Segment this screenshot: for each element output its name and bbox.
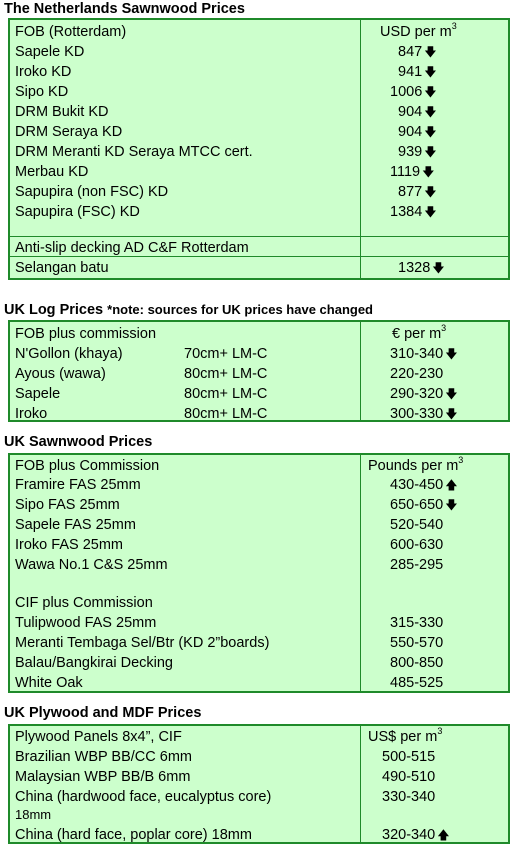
uk-log-price-table: [8, 320, 510, 422]
table-row: [10, 673, 508, 693]
wood-name: White Oak: [15, 675, 83, 691]
uk-log-note: *note: sources for UK prices have changed: [107, 302, 373, 317]
wood-name: Sapele KD: [15, 44, 85, 60]
up-arrow-icon: 🡅: [445, 478, 458, 492]
price-value: 939 🡇: [398, 144, 437, 160]
wood-name: China (hard face, poplar core) 18mm: [15, 827, 252, 843]
price-value: 330-340: [382, 789, 436, 805]
down-arrow-icon: 🡇: [424, 205, 437, 219]
table-row: [10, 404, 508, 424]
netherlands-header-label: FOB (Rotterdam): [15, 24, 127, 40]
wood-name: Sapupira (non FSC) KD: [15, 184, 169, 200]
table-row: [10, 142, 508, 162]
wood-name: Ayous (wawa): [15, 366, 106, 382]
table-row: [10, 787, 508, 822]
price-value: 315-330: [390, 615, 444, 631]
price-value: 904 🡇: [398, 124, 437, 140]
wood-name: Sapele: [15, 386, 61, 402]
price-value: 290-320 🡇: [390, 386, 458, 402]
down-arrow-icon: 🡇: [445, 498, 458, 512]
netherlands-subheader: [10, 238, 508, 258]
table-row: [10, 475, 508, 495]
netherlands-header-row: [10, 22, 508, 42]
uk-sawn-header-label: FOB plus Commission: [15, 458, 160, 474]
wood-name: Tulipwood FAS 25mm: [15, 615, 157, 631]
price-value: 1006 🡇: [390, 84, 437, 100]
price-value: 490-510: [382, 769, 436, 785]
wood-name: Wawa No.1 C&S 25mm: [15, 557, 168, 573]
wood-name: Balau/Bangkirai Decking: [15, 655, 173, 671]
price-value: 550-570: [390, 635, 444, 651]
wood-name: Selangan batu: [15, 260, 109, 276]
down-arrow-icon: 🡇: [424, 45, 437, 59]
wood-name: Meranti Tembaga Sel/Btr (KD 2”boards): [15, 635, 270, 651]
uk-sawn-title: UK Sawnwood Prices: [4, 434, 153, 450]
down-arrow-icon: 🡇: [445, 347, 458, 361]
price-value: 285-295: [390, 557, 444, 573]
table-row: [10, 747, 508, 767]
table-row: [10, 182, 508, 202]
table-row: [10, 825, 508, 845]
uk-sawn-price-table: [8, 453, 510, 693]
uk-ply-header-label: Plywood Panels 8x4”, CIF: [15, 729, 182, 745]
table-row: [10, 384, 508, 404]
table-row: [10, 633, 508, 653]
netherlands-price-table: [8, 18, 510, 280]
table-row: [10, 202, 508, 222]
wood-name: Iroko KD: [15, 64, 72, 80]
uk-sawn-header-unit: Pounds per $m^3$: [368, 455, 464, 474]
wood-name: Merbau KD: [15, 164, 89, 180]
wood-name: Framire FAS 25mm: [15, 477, 141, 493]
table-row: [10, 102, 508, 122]
price-value: 320-340 🡅: [382, 827, 450, 843]
price-value: 941 🡇: [398, 64, 437, 80]
uk-ply-price-table: [8, 724, 510, 844]
down-arrow-icon: 🡇: [445, 407, 458, 421]
price-value: 650-650 🡇: [390, 497, 458, 513]
price-value: 500-515: [382, 749, 436, 765]
uk-log-header-row: [10, 324, 508, 344]
table-row: [10, 122, 508, 142]
wood-name-continued: 18mm: [15, 807, 52, 822]
price-value: 847 🡇: [398, 44, 437, 60]
wood-name: Sapupira (FSC) KD: [15, 204, 140, 220]
log-spec: 80cm+ LM-C: [184, 406, 268, 422]
wood-name: Iroko: [15, 406, 48, 422]
uk-sawn-subheader: [10, 593, 508, 613]
down-arrow-icon: 🡇: [424, 145, 437, 159]
price-value: 220-230: [390, 366, 444, 382]
uk-log-header-label: FOB plus commission: [15, 326, 157, 342]
wood-name: Iroko FAS 25mm: [15, 537, 123, 553]
wood-name: DRM Meranti KD Seraya MTCC cert.: [15, 144, 253, 160]
price-value: 430-450 🡅: [390, 477, 458, 493]
down-arrow-icon: 🡇: [424, 65, 437, 79]
down-arrow-icon: 🡇: [424, 125, 437, 139]
uk-log-header-unit: € per $m^3$: [392, 323, 447, 342]
price-value: 520-540: [390, 517, 444, 533]
table-row: [10, 535, 508, 555]
price-value: 310-340 🡇: [390, 346, 458, 362]
price-value: 1119 🡇: [390, 164, 435, 180]
table-row: [10, 42, 508, 62]
table-row: [10, 515, 508, 535]
price-value: 877 🡇: [398, 184, 437, 200]
wood-name: N'Gollon (khaya): [15, 346, 123, 362]
wood-name: Sipo KD: [15, 84, 69, 100]
uk-sawn-header-row: [10, 456, 508, 476]
table-row: [10, 364, 508, 384]
table-row: [10, 62, 508, 82]
wood-name: Sapele FAS 25mm: [15, 517, 136, 533]
log-spec: 80cm+ LM-C: [184, 386, 268, 402]
wood-name: DRM Seraya KD: [15, 124, 123, 140]
table-row: [10, 653, 508, 673]
down-arrow-icon: 🡇: [424, 185, 437, 199]
table-row: [10, 82, 508, 102]
log-spec: 70cm+ LM-C: [184, 346, 268, 362]
table-row: [10, 495, 508, 515]
uk-sawn-subheader-label: CIF plus Commission: [15, 595, 153, 611]
wood-name: Malaysian WBP BB/B 6mm: [15, 769, 191, 785]
price-value: 904 🡇: [398, 104, 437, 120]
netherlands-header-unit: USD per $m^3$: [380, 21, 457, 40]
uk-ply-header-unit: US$ per $m^3$: [368, 726, 443, 745]
table-row: [10, 344, 508, 364]
price-value: 1384 🡇: [390, 204, 437, 220]
uk-ply-title: UK Plywood and MDF Prices: [4, 705, 202, 721]
table-row: [10, 555, 508, 575]
wood-name: Sipo FAS 25mm: [15, 497, 120, 513]
table-row: [10, 162, 508, 182]
table-row: [10, 767, 508, 787]
price-value: 300-330 🡇: [390, 406, 458, 422]
down-arrow-icon: 🡇: [424, 105, 437, 119]
uk-log-title: UK Log Prices *note: sources for UK prices have changed: [4, 302, 373, 318]
down-arrow-icon: 🡇: [445, 387, 458, 401]
down-arrow-icon: 🡇: [424, 85, 437, 99]
down-arrow-icon: 🡇: [432, 261, 445, 275]
price-value: 600-630: [390, 537, 444, 553]
log-spec: 80cm+ LM-C: [184, 366, 268, 382]
netherlands-subheader-label: Anti-slip decking AD C&F Rotterdam: [15, 240, 249, 256]
up-arrow-icon: 🡅: [437, 828, 450, 842]
price-value: 800-850: [390, 655, 444, 671]
wood-name: DRM Bukit KD: [15, 104, 109, 120]
price-value: 1328 🡇: [398, 260, 445, 276]
down-arrow-icon: 🡇: [422, 165, 435, 179]
wood-name: Brazilian WBP BB/CC 6mm: [15, 749, 192, 765]
uk-ply-header-row: [10, 727, 508, 747]
table-row: [10, 613, 508, 633]
price-value: 485-525: [390, 675, 444, 691]
table-row: [10, 258, 508, 278]
wood-name: China (hardwood face, eucalyptus core): [15, 789, 272, 805]
netherlands-title: The Netherlands Sawnwood Prices: [4, 1, 245, 17]
